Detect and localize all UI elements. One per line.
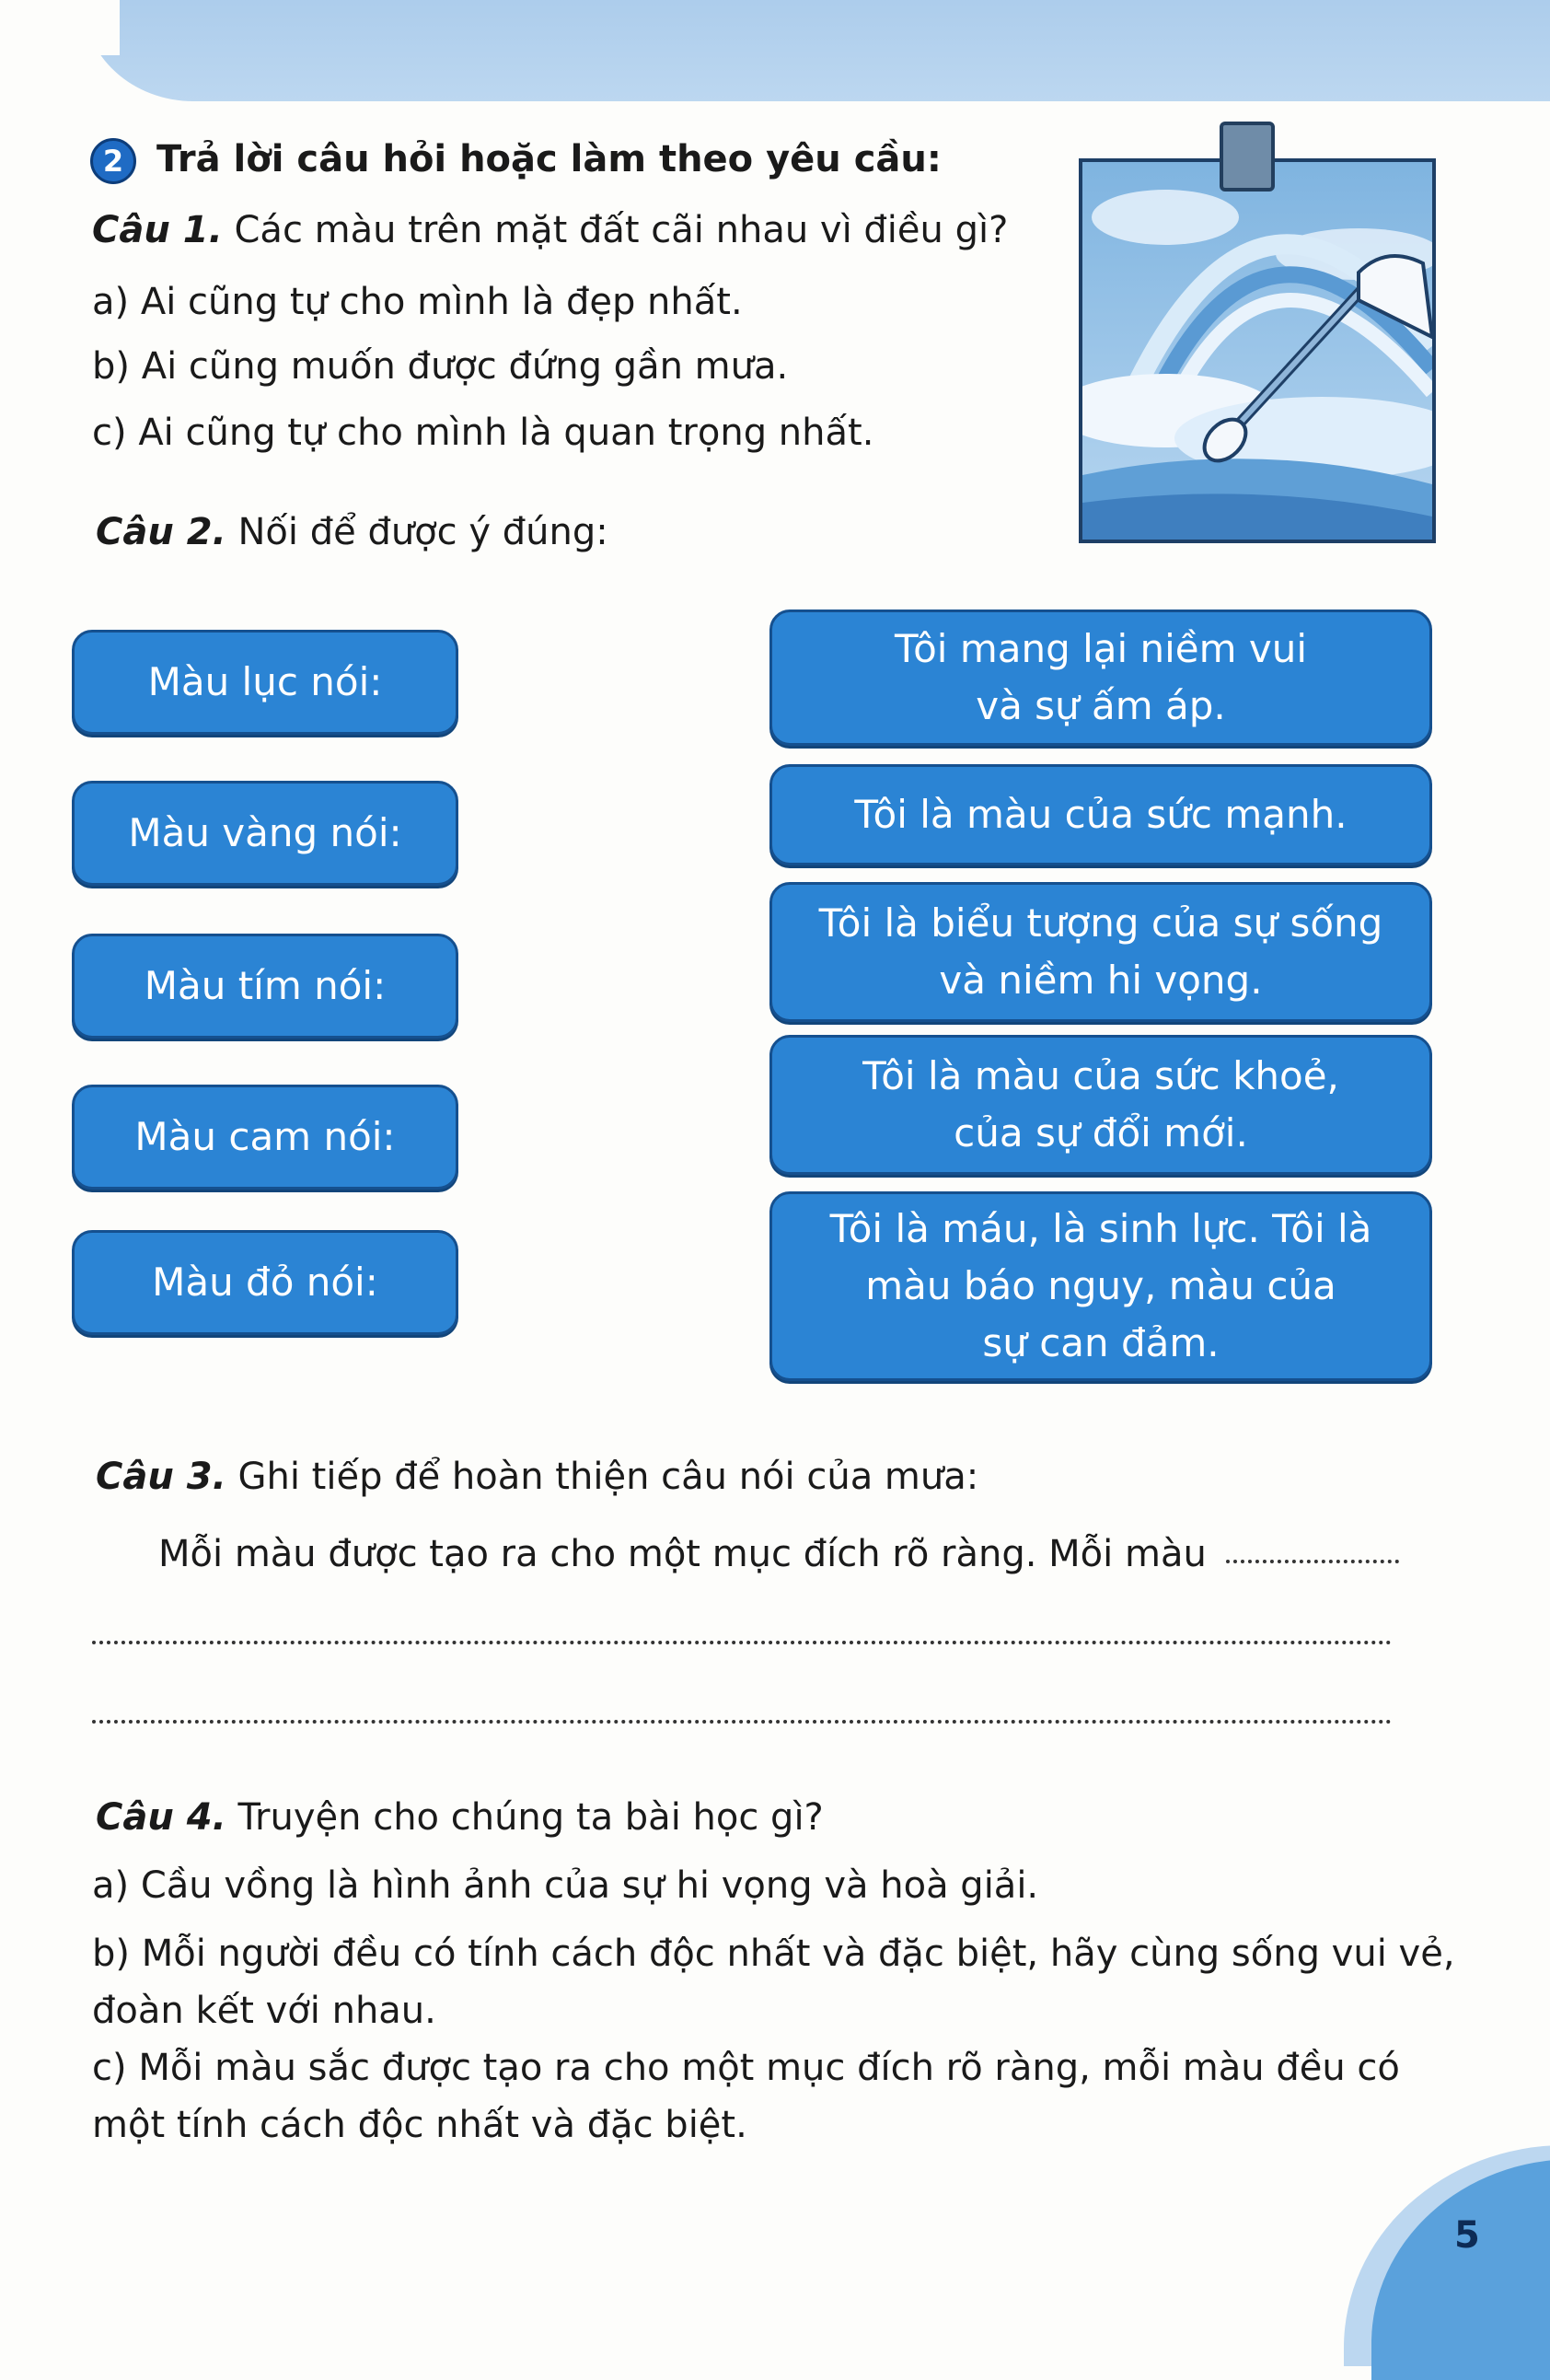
page-corner (1371, 2159, 1550, 2380)
match-left-2[interactable] (72, 781, 458, 886)
header-band (83, 0, 1550, 101)
match-left-1[interactable] (72, 630, 458, 735)
match-right-5-line-1: Tôi là máu, là sinh lực. Tôi là (829, 1206, 1372, 1251)
q1-option-b[interactable]: b) Ai cũng muốn được đứng gần mưa. (92, 345, 789, 388)
rainbow-painting-illustration (1079, 158, 1436, 543)
q2-label: Câu 2. (96, 511, 226, 553)
q4-option-a[interactable]: a) Cầu vồng là hình ảnh của sự hi vọng và hoà giải. (92, 1864, 1039, 1907)
q4-option-c[interactable]: c) Mỗi màu sắc được tạo ra cho một mục đích rõ ràng, mỗi màu đều có (92, 2047, 1400, 2089)
q4-option-b-cont: đoàn kết với nhau. (92, 1990, 436, 2032)
match-right-3[interactable] (769, 882, 1432, 1022)
q4-option-b[interactable]: b) Mỗi người đều có tính cách độc nhất và đặc biệt, hãy cùng sống vui vẻ, (92, 1933, 1455, 1975)
match-right-4[interactable] (769, 1035, 1432, 1175)
q1-label: Câu 1. (92, 209, 223, 251)
match-right-4-line-1: Tôi là màu của sức khoẻ, (862, 1053, 1339, 1098)
match-right-2[interactable] (769, 764, 1432, 865)
q4-line (96, 1792, 824, 1843)
q1-option-c[interactable]: c) Ai cũng tự cho mình là quan trọng nhất. (92, 412, 874, 454)
binder-clip (1220, 122, 1275, 192)
match-left-2-text: Màu vàng nói: (128, 810, 402, 855)
match-right-5-line-3: sự can đảm. (982, 1320, 1220, 1365)
q1-text: Các màu trên mặt đất cãi nhau vì điều gì? (234, 209, 1009, 251)
match-right-1-line-2: và sự ấm áp. (976, 683, 1226, 728)
match-right-2-line-1: Tôi là màu của sức mạnh. (854, 792, 1348, 837)
match-left-3[interactable] (72, 934, 458, 1039)
match-right-4-line-2: của sự đổi mới. (954, 1110, 1248, 1155)
page-number: 5 (1454, 2214, 1480, 2257)
q3-text: Ghi tiếp để hoàn thiện câu nói của mưa: (237, 1456, 979, 1498)
match-right-1[interactable] (769, 610, 1432, 746)
match-right-5[interactable] (769, 1191, 1432, 1381)
q3-answer-line-1[interactable] (1226, 1560, 1399, 1563)
q3-line (96, 1451, 978, 1503)
q2-line (96, 506, 608, 558)
q4-label: Câu 4. (96, 1796, 226, 1839)
q3-answer-line-3[interactable] (92, 1720, 1392, 1724)
q4-text: Truyện cho chúng ta bài học gì? (237, 1796, 824, 1839)
match-left-1-text: Màu lục nói: (147, 659, 383, 704)
q1-line (92, 204, 1008, 256)
rainbow-painting-svg (1082, 162, 1432, 540)
match-left-5-text: Màu đỏ nói: (152, 1260, 378, 1305)
match-right-3-line-2: và niềm hi vọng. (939, 958, 1263, 1003)
match-right-1-line-1: Tôi mang lại niềm vui (894, 626, 1308, 671)
q4-option-c-cont: một tính cách độc nhất và đặc biệt. (92, 2104, 747, 2146)
q2-text: Nối để được ý đúng: (237, 511, 608, 553)
match-left-4-text: Màu cam nói: (134, 1114, 396, 1159)
q3-prompt: Mỗi màu được tạo ra cho một mục đích rõ ràng. Mỗi màu (158, 1533, 1207, 1575)
q3-label: Câu 3. (96, 1456, 226, 1498)
match-right-5-line-2: màu báo nguy, màu của (865, 1263, 1336, 1308)
exercise-heading: Trả lời câu hỏi hoặc làm theo yêu cầu: (156, 138, 942, 180)
match-left-5[interactable] (72, 1230, 458, 1335)
exercise-number-badge: 2 (90, 138, 136, 184)
q3-answer-line-2[interactable] (92, 1641, 1392, 1644)
match-left-4[interactable] (72, 1085, 458, 1190)
q1-option-a[interactable]: a) Ai cũng tự cho mình là đẹp nhất. (92, 281, 743, 323)
header-band-edge (0, 0, 120, 55)
match-left-3-text: Màu tím nói: (144, 963, 387, 1008)
match-right-3-line-1: Tôi là biểu tượng của sự sống (818, 900, 1383, 946)
